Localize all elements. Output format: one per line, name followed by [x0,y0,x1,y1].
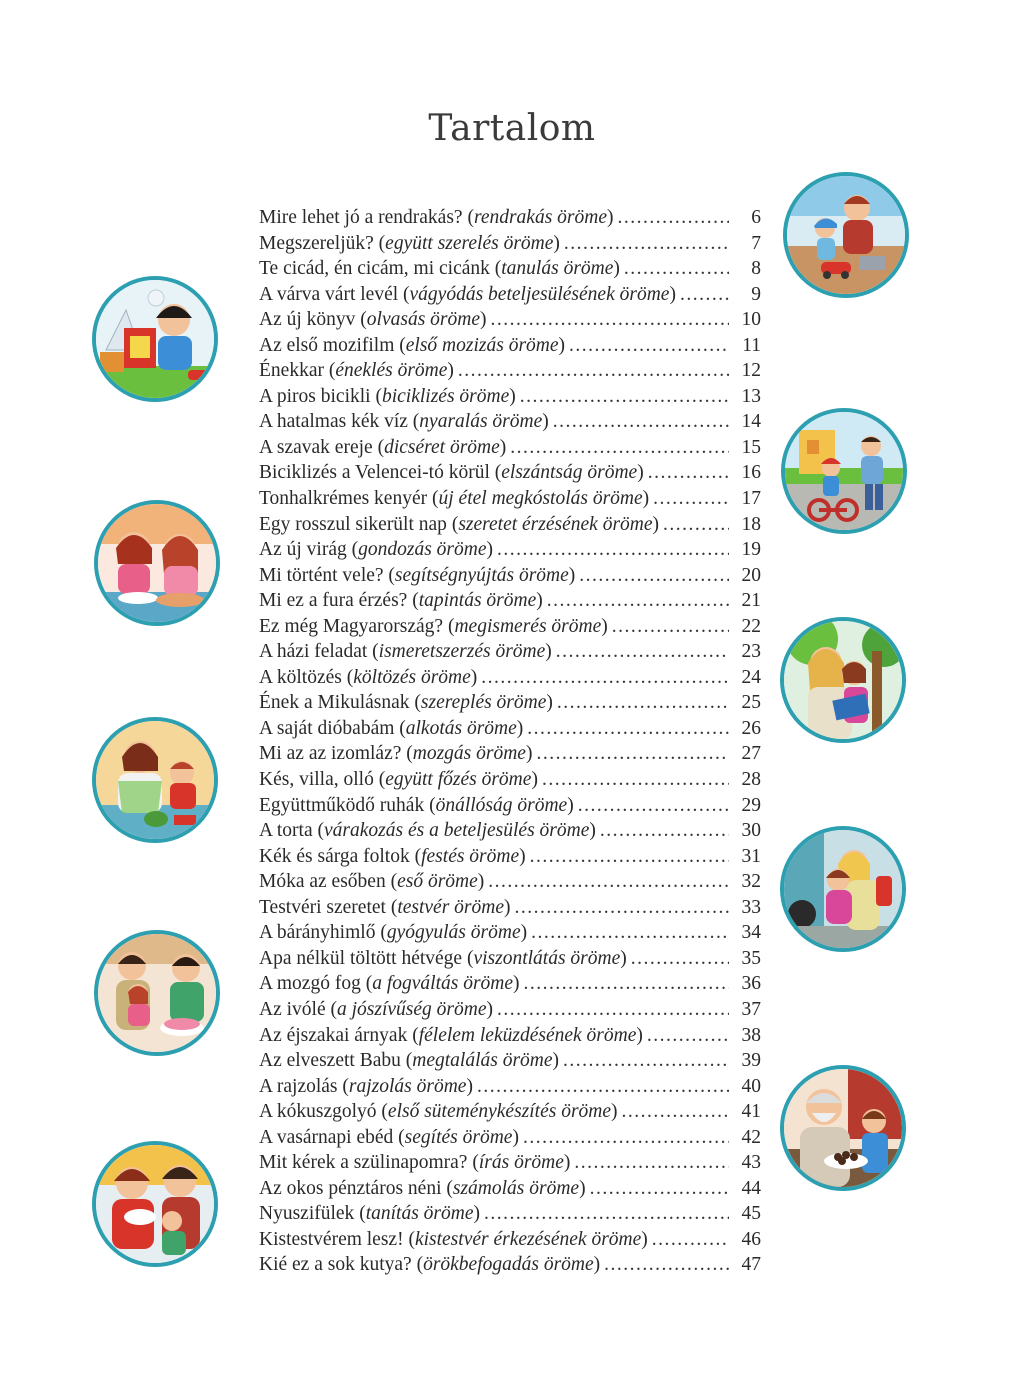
toc-entry [259,333,761,359]
toc-entry-page: 30 [741,820,761,842]
table-of-contents [259,205,761,1278]
toc-entry-page: 36 [741,973,761,995]
toc-entry-subtitle: számolás öröme [452,1177,580,1199]
toc-entry-title: Tonhalkrémes kenyér [259,488,428,510]
toc-leader-dots [680,282,729,308]
toc-leader-dots [653,486,729,512]
toc-entry-text: A szavak ereje (dicséret öröme) [259,436,507,458]
toc-entry-title: Az új virág [259,539,347,561]
toc-leader-dots [523,1125,729,1151]
toc-entry-page: 26 [741,717,761,739]
toc-entry-title: Az éjszakai árnyak [259,1024,408,1046]
toc-entry-title: A kókuszgolyó [259,1101,377,1123]
toc-entry-subtitle: félelem leküzdésének öröme [418,1024,637,1046]
toc-entry-text: A torta (várakozás és a beteljesülés öröme) [259,820,596,842]
toc-leader-dots [553,409,729,435]
toc-entry-text: Tonhalkrémes kenyér (új étel megkóstolás öröme) [259,488,650,510]
toc-entry-page: 25 [741,692,761,714]
toc-entry-title: A vasárnapi ebéd [259,1126,394,1148]
toc-entry-subtitle: várakozás és a beteljesülés öröme [324,820,590,842]
toc-entry-text: A mozgó fog (a fogváltás öröme) [259,973,520,995]
toc-entry-text: Kés, villa, olló (együtt főzés öröme) [259,769,538,791]
toc-entry-subtitle: megismerés öröme [454,615,602,637]
toc-entry-title: Egy rosszul sikerült nap [259,513,447,535]
toc-entry-title: Az első mozifilm [259,334,395,356]
toc-entry [259,997,761,1023]
toc-entry-title: Az elveszett Babu [259,1050,401,1072]
toc-entry [259,1252,761,1278]
toc-leader-dots [647,1023,729,1049]
toc-entry-page: 16 [741,462,761,484]
toc-entry [259,537,761,563]
toc-entry [259,231,761,257]
toc-entry-subtitle: költözés öröme [353,666,471,688]
toc-entry-page: 12 [741,360,761,382]
toc-entry-subtitle: első mozizás öröme [405,334,559,356]
toc-leader-dots [624,256,729,282]
toc-entry-subtitle: éneklés öröme [335,360,448,382]
toc-entry-page: 6 [751,207,761,228]
toc-entry-page: 18 [741,513,761,535]
toc-leader-dots [564,231,729,257]
toc-entry-text: Testvéri szeretet (testvér öröme) [259,896,511,918]
illustration-hug-rain [780,826,906,952]
toc-entry-page: 10 [741,309,761,331]
toc-entry-text: Az elveszett Babu (megtalálás öröme) [259,1050,560,1072]
toc-entry-title: Mit kérek a szülinapomra? [259,1152,468,1174]
toc-entry-text: Az új könyv (olvasás öröme) [259,309,487,331]
toc-entry-title: Ez még Magyarország? [259,615,444,637]
toc-entry-page: 14 [741,411,761,433]
toc-entry [259,946,761,972]
toc-entry [259,1227,761,1253]
toc-entry-text: Az éjszakai árnyak (félelem leküzdésének öröme) [259,1024,643,1046]
illustration-children-bread [94,500,220,626]
toc-entry [259,665,761,691]
toc-entry-page: 23 [741,641,761,663]
toc-entry [259,844,761,870]
toc-leader-dots [556,639,729,665]
toc-entry [259,614,761,640]
toc-entry-subtitle: a jószívűség öröme [336,998,487,1020]
toc-entry-page: 31 [741,845,761,867]
toc-entry-subtitle: biciklizés öröme [381,385,510,407]
toc-entry [259,869,761,895]
toc-entry-text: Mire lehet jó a rendrakás? (rendrakás öröme) [259,207,614,228]
toc-entry-subtitle: eső öröme [397,871,478,893]
toc-entry-title: Mi történt vele? [259,564,384,586]
toc-leader-dots [590,1176,729,1202]
toc-entry [259,384,761,410]
toc-entry-subtitle: viszontlátás öröme [473,947,621,969]
toc-entry-page: 24 [741,666,761,688]
toc-entry [259,741,761,767]
toc-entry-subtitle: együtt főzés öröme [385,769,532,791]
toc-entry-subtitle: gyógyulás öröme [386,922,521,944]
illustration-cooking [92,717,218,843]
toc-entry-page: 41 [741,1101,761,1123]
toc-entry-page: 45 [741,1203,761,1225]
toc-entry-subtitle: mozgás öröme [412,743,526,765]
toc-leader-dots [510,435,729,461]
toc-entry-page: 7 [751,232,761,254]
toc-entry-subtitle: együtt szerelés öröme [385,232,554,254]
toc-leader-dots [490,307,729,333]
toc-entry-text: Kék és sárga foltok (festés öröme) [259,845,526,867]
toc-entry-title: Mi az az izomláz? [259,743,402,765]
toc-entry-page: 28 [741,769,761,791]
toc-entry-text: Az első mozifilm (első mozizás öröme) [259,334,566,356]
toc-entry [259,895,761,921]
toc-entry-page: 42 [741,1126,761,1148]
toc-entry-page: 20 [741,564,761,586]
toc-leader-dots [547,588,729,614]
toc-entry-page: 34 [741,922,761,944]
page-title: Tartalom [428,108,596,149]
toc-entry [259,205,761,231]
toc-entry-page: 46 [741,1228,761,1250]
toc-entry-subtitle: elszántság öröme [501,462,638,484]
toc-leader-dots [477,1074,729,1100]
toc-entry [259,690,761,716]
toc-entry-subtitle: első süteménykészítés öröme [387,1101,612,1123]
toc-entry-subtitle: tanulás öröme [501,258,614,280]
toc-entry-title: A saját dióbabám [259,717,395,739]
toc-entry-title: Nyuszifülek [259,1203,355,1225]
illustration-family-cake [94,930,220,1056]
toc-entry-text: A hatalmas kék víz (nyaralás öröme) [259,411,549,433]
toc-entry-page: 22 [741,615,761,637]
toc-entry-title: Kistestvérem lesz! [259,1228,404,1250]
toc-entry [259,512,761,538]
toc-entry-subtitle: rendrakás öröme [473,207,608,228]
toc-leader-dots [663,512,729,538]
toc-entry-title: A mozgó fog [259,973,361,995]
toc-entry-title: Apa nélkül töltött hétvége [259,947,463,969]
illustration-mother-reading [780,617,906,743]
toc-entry-text: A saját dióbabám (alkotás öröme) [259,717,524,739]
toc-entry-title: Biciklizés a Velencei-tó körül [259,462,490,484]
toc-entry-page: 8 [751,258,761,280]
toc-leader-dots [604,1252,729,1278]
toc-entry-page: 13 [741,385,761,407]
toc-entry-title: A bárányhimlő [259,922,376,944]
toc-entry-text: Énekkar (éneklés öröme) [259,360,454,382]
toc-entry-title: Testvéri szeretet [259,896,386,918]
toc-entry [259,1201,761,1227]
toc-entry-text: Apa nélkül töltött hétvége (viszontlátás öröme) [259,947,627,969]
toc-leader-dots [524,971,729,997]
toc-entry [259,409,761,435]
toc-entry-subtitle: festés öröme [421,845,520,867]
toc-entry [259,920,761,946]
toc-entry-title: A piros bicikli [259,385,371,407]
toc-entry-page: 15 [741,436,761,458]
toc-entry-page: 9 [751,283,761,305]
toc-entry-title: A költözés [259,666,342,688]
toc-entry [259,282,761,308]
toc-entry-subtitle: testvér öröme [397,896,505,918]
toc-entry-title: Kék és sárga foltok [259,845,410,867]
toc-entry-subtitle: önállóság öröme [435,794,568,816]
toc-leader-dots [481,665,729,691]
toc-leader-dots [652,1227,729,1253]
toc-leader-dots [531,920,729,946]
toc-entry-page: 21 [741,590,761,612]
toc-entry-subtitle: olvasás öröme [366,309,480,331]
toc-entry-text: Az ivólé (a jószívűség öröme) [259,998,493,1020]
toc-entry-page: 11 [742,334,761,356]
toc-entry-subtitle: a fogváltás öröme [372,973,514,995]
toc-leader-dots [618,205,729,231]
toc-entry-subtitle: tapintás öröme [418,590,537,612]
toc-entry-text: A költözés (költözés öröme) [259,666,478,688]
toc-entry [259,1176,761,1202]
toc-entry-page: 37 [741,998,761,1020]
toc-entry-page: 35 [741,947,761,969]
toc-entry-page: 43 [741,1152,761,1174]
toc-entry [259,307,761,333]
toc-entry-subtitle: írás öröme [478,1152,564,1174]
toc-entry [259,793,761,819]
toc-entry [259,256,761,282]
toc-entry-subtitle: kistestvér érkezésének öröme [414,1228,642,1250]
illustration-grandpa-cookies [780,1065,906,1191]
toc-entry-subtitle: megtalálás öröme [412,1050,553,1072]
toc-entry [259,971,761,997]
toc-entry [259,1048,761,1074]
toc-entry-subtitle: ismeretszerzés öröme [378,641,546,663]
toc-leader-dots [520,384,729,410]
toc-leader-dots [458,358,729,384]
toc-entry-page: 27 [741,743,761,765]
toc-entry [259,563,761,589]
toc-entry [259,486,761,512]
toc-entry-title: Ének a Mikulásnak [259,692,410,714]
toc-entry-title: Kés, villa, olló [259,769,374,791]
illustration-family-baby [92,1141,218,1267]
toc-entry-title: Az ivólé [259,998,326,1020]
toc-leader-dots [600,818,729,844]
toc-entry-title: Mi ez a fura érzés? [259,590,408,612]
toc-entry-title: A szavak ereje [259,436,373,458]
toc-entry-text: A rajzolás (rajzolás öröme) [259,1075,473,1097]
toc-entry-page: 19 [741,539,761,561]
toc-entry-text: A piros bicikli (biciklizés öröme) [259,385,516,407]
illustration-boy-bicycle [781,408,907,534]
toc-entry-text: A házi feladat (ismeretszerzés öröme) [259,641,552,663]
toc-entry [259,358,761,384]
toc-entry [259,1099,761,1125]
toc-entry-page: 47 [741,1254,761,1276]
toc-entry-subtitle: vágyódás beteljesülésének öröme [409,283,670,305]
toc-entry-subtitle: tanítás öröme [365,1203,474,1225]
toc-entry-subtitle: szereplés öröme [420,692,547,714]
toc-entry-text: Együttműködő ruhák (önállóság öröme) [259,794,574,816]
toc-entry-text: Mi történt vele? (segítségnyújtás öröme) [259,564,576,586]
toc-entry-text: Mi ez a fura érzés? (tapintás öröme) [259,590,543,612]
toc-leader-dots [515,895,729,921]
toc-entry-page: 39 [741,1050,761,1072]
toc-leader-dots [497,537,729,563]
toc-entry-title: A házi feladat [259,641,368,663]
toc-entry-text: Az okos pénztáros néni (számolás öröme) [259,1177,586,1199]
toc-entry-page: 38 [741,1024,761,1046]
toc-leader-dots [563,1048,729,1074]
toc-leader-dots [631,946,729,972]
illustration-father-son-toys [783,172,909,298]
toc-entry-title: Megszereljük? [259,232,374,254]
toc-leader-dots [612,614,729,640]
toc-entry-title: A hatalmas kék víz [259,411,408,433]
toc-entry [259,1023,761,1049]
toc-entry-text: Kié ez a sok kutya? (örökbefogadás öröme) [259,1254,601,1276]
toc-entry-text: Te cicád, én cicám, mi cicánk (tanulás öröme) [259,258,620,280]
toc-entry-text: A vasárnapi ebéd (segítés öröme) [259,1126,519,1148]
toc-leader-dots [579,563,729,589]
toc-entry-text: Ének a Mikulásnak (szereplés öröme) [259,692,553,714]
toc-entry-subtitle: segítés öröme [404,1126,513,1148]
toc-leader-dots [574,1150,729,1176]
toc-entry [259,639,761,665]
toc-entry-title: Kié ez a sok kutya? [259,1254,412,1276]
toc-entry-subtitle: örökbefogadás öröme [423,1254,594,1276]
toc-entry-title: A rajzolás [259,1075,338,1097]
toc-leader-dots [488,869,729,895]
toc-entry-subtitle: nyaralás öröme [419,411,543,433]
toc-entry [259,460,761,486]
toc-entry-title: Te cicád, én cicám, mi cicánk [259,258,490,280]
toc-entry-title: Az új könyv [259,309,356,331]
toc-entry-text: A várva várt levél (vágyódás beteljesülésének öröme) [259,283,676,305]
toc-entry [259,716,761,742]
illustration-boy-reading [92,276,218,402]
toc-leader-dots [484,1201,729,1227]
toc-entry-text: Megszereljük? (együtt szerelés öröme) [259,232,560,254]
toc-leader-dots [530,844,729,870]
toc-entry-text: Kistestvérem lesz! (kistestvér érkezésének öröme) [259,1228,648,1250]
toc-entry [259,1074,761,1100]
toc-entry-subtitle: rajzolás öröme [348,1075,467,1097]
toc-entry-text: Mi az az izomláz? (mozgás öröme) [259,743,533,765]
toc-leader-dots [622,1099,729,1125]
toc-entry-page: 44 [741,1177,761,1199]
toc-leader-dots [542,767,729,793]
toc-entry [259,818,761,844]
toc-entry-text: Egy rosszul sikerült nap (szeretet érzésének öröme) [259,513,660,535]
toc-entry-title: A torta [259,820,313,842]
toc-entry-title: Az okos pénztáros néni [259,1177,442,1199]
toc-entry-text: A kókuszgolyó (első süteménykészítés öröme) [259,1101,618,1123]
toc-entry-text: Nyuszifülek (tanítás öröme) [259,1203,480,1225]
toc-entry-subtitle: gondozás öröme [358,539,487,561]
toc-leader-dots [497,997,729,1023]
toc-entry-page: 32 [741,871,761,893]
toc-leader-dots [527,716,729,742]
toc-leader-dots [569,333,729,359]
toc-entry-subtitle: szeretet érzésének öröme [458,513,653,535]
toc-entry-title: Móka az esőben [259,871,386,893]
toc-entry [259,1125,761,1151]
toc-entry [259,588,761,614]
toc-entry-title: Énekkar [259,360,324,382]
toc-entry-page: 29 [741,794,761,816]
toc-entry-text: Mit kérek a szülinapomra? (írás öröme) [259,1152,571,1174]
toc-entry-subtitle: dicséret öröme [384,436,500,458]
toc-entry-text: Az új virág (gondozás öröme) [259,539,493,561]
toc-entry-title: A várva várt levél [259,283,399,305]
toc-entry [259,435,761,461]
toc-entry-page: 40 [741,1075,761,1097]
toc-leader-dots [536,741,729,767]
toc-leader-dots [578,793,729,819]
toc-entry-subtitle: új étel megkóstolás öröme [438,488,643,510]
toc-entry [259,767,761,793]
toc-entry [259,1150,761,1176]
toc-entry-title: Együttműködő ruhák [259,794,425,816]
toc-leader-dots [557,690,729,716]
toc-entry-text: Biciklizés a Velencei-tó körül (elszántság öröme) [259,462,644,484]
toc-entry-subtitle: alkotás öröme [405,717,517,739]
toc-entry-page: 33 [741,896,761,918]
toc-leader-dots [648,460,729,486]
toc-entry-title: Mire lehet jó a rendrakás? [259,207,463,228]
toc-entry-page: 17 [741,488,761,510]
toc-entry-text: A bárányhimlő (gyógyulás öröme) [259,922,528,944]
toc-entry-text: Móka az esőben (eső öröme) [259,871,485,893]
toc-entry-subtitle: segítségnyújtás öröme [394,564,569,586]
toc-entry-text: Ez még Magyarország? (megismerés öröme) [259,615,608,637]
